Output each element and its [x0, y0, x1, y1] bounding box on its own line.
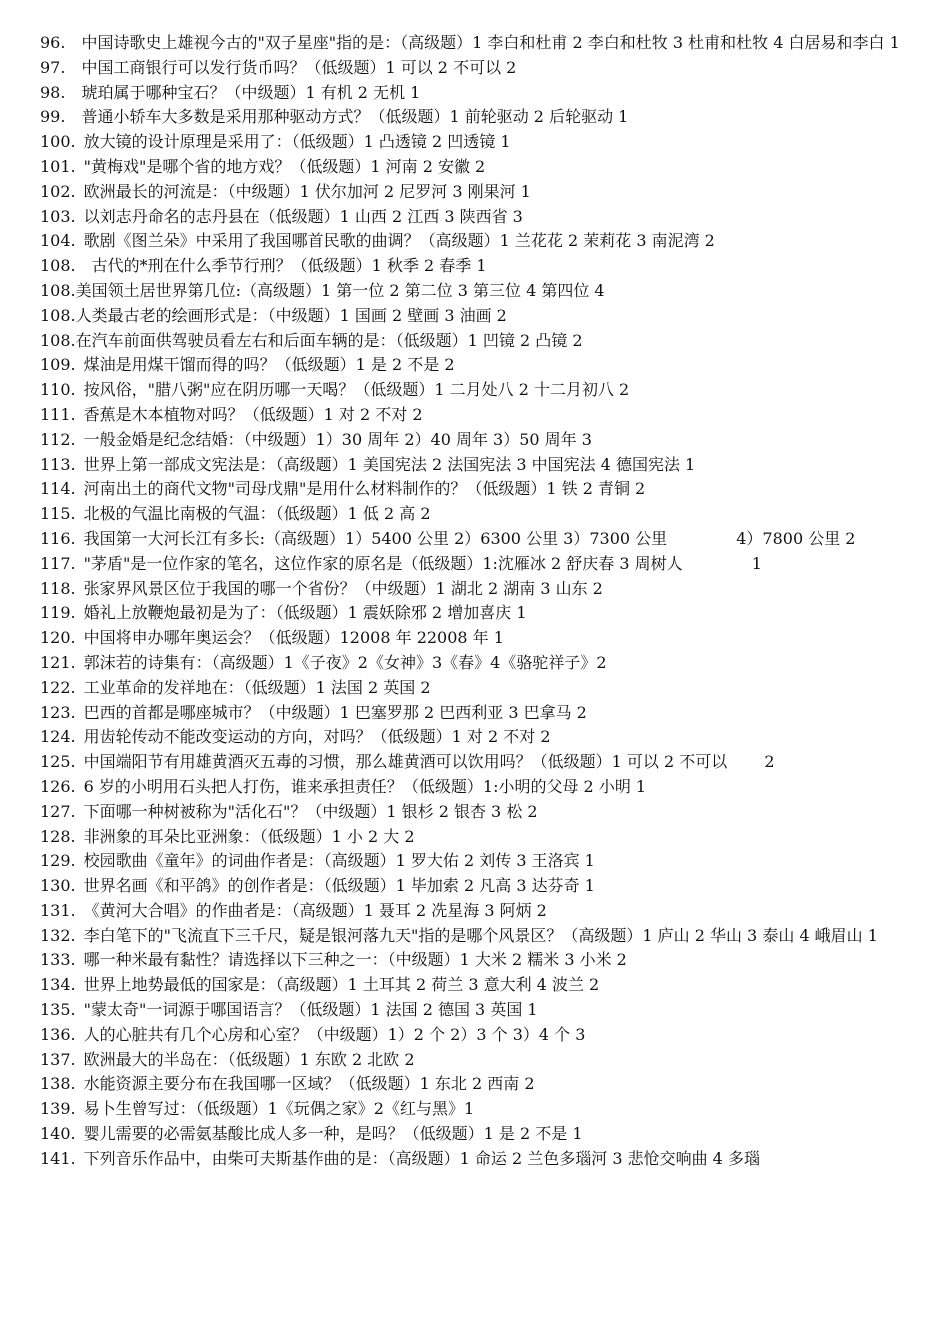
question-item: 118. 张家界风景区位于我国的哪一个省份？（中级题）1 湖北 2 湖南 3 山东 2	[40, 578, 603, 598]
question-item: 137. 欧洲最大的半岛在：（低级题）1 东欧 2 北欧 2	[40, 1049, 415, 1069]
question-item: 108. 古代的*刑在什么季节行刑？（低级题）1 秋季 2 春季 1	[40, 256, 487, 276]
question-item: 108.美国领土居世界第几位:（高级题）1 第一位 2 第二位 3 第三位 4 第四位 4	[40, 280, 605, 300]
question-item: 125. 中国端阳节有用雄黄酒灭五毒的习惯，那么雄黄酒可以饮用吗？（低级题）1 可以 2 不可以 2	[40, 752, 775, 772]
question-item: 109. 煤油是用煤干馏而得的吗？（低级题）1 是 2 不是 2	[40, 355, 455, 375]
question-item: 126. 6 岁的小明用石头把人打伤，谁来承担责任？（低级题）1:小明的父母 2 小明 1	[40, 776, 647, 796]
question-item: 98. 琥珀属于哪种宝石？（中级题）1 有机 2 无机 1	[40, 82, 421, 102]
question-item: 114. 河南出土的商代文物"司母戊鼎"是用什么材料制作的？（低级题）1 铁 2 青铜 2	[40, 479, 646, 499]
question-item: 115. 北极的气温比南极的气温：（低级题）1 低 2 高 2	[40, 504, 431, 524]
question-item: 133. 哪一种米最有黏性？请选择以下三种之一：（中级题）1 大米 2 糯米 3 小米 2	[40, 950, 627, 970]
question-item: 138. 水能资源主要分布在我国哪一区域？（低级题）1 东北 2 西南 2	[40, 1074, 535, 1094]
question-item: 104. 歌剧《图兰朵》中采用了我国哪首民歌的曲调？（高级题）1 兰花花 2 茉莉花 3 南泥湾 2	[40, 231, 715, 251]
question-item: 121. 郭沫若的诗集有：（高级题）1《子夜》2《女神》3《春》4《骆驼祥子》2	[40, 652, 607, 672]
question-item: 110. 按风俗，"腊八粥"应在阴历哪一天喝？（低级题）1 二月处八 2 十二月初八 2	[40, 380, 630, 400]
question-item: 111. 香蕉是木本植物对吗？（低级题）1 对 2 不对 2	[40, 404, 423, 424]
question-item: 130. 世界名画《和平鸽》的创作者是：（低级题）1 毕加索 2 凡高 3 达芬奇 1	[40, 876, 595, 896]
question-item: 108.在汽车前面供驾驶员看左右和后面车辆的是：（低级题）1 凹镜 2 凸镜 2	[40, 330, 583, 350]
question-item: 119. 婚礼上放鞭炮最初是为了：（低级题）1 震妖除邪 2 增加喜庆 1	[40, 603, 527, 623]
question-item: 136. 人的心脏共有几个心房和心室？（中级题）1）2 个 2）3 个 3）4 个 3	[40, 1024, 586, 1044]
question-item: 112. 一般金婚是纪念结婚：（中级题）1）30 周年 2）40 周年 3）50 周年 3	[40, 429, 592, 449]
question-item: 116. 我国第一大河长江有多长:（高级题）1）5400 公里 2）6300 公里 3）7300 公里 4）7800 公里 2	[40, 528, 856, 548]
question-item: 108.人类最古老的绘画形式是：（中级题）1 国画 2 壁画 3 油画 2	[40, 305, 507, 325]
question-item: 117. "茅盾"是一位作家的笔名，这位作家的原名是（低级题）1:沈雁冰 2 舒庆春 3 周树人 1	[40, 553, 762, 573]
question-item: 101. "黄梅戏"是哪个省的地方戏？（低级题）1 河南 2 安徽 2	[40, 156, 486, 176]
question-item: 99. 普通小轿车大多数是采用那种驱动方式？（低级题）1 前轮驱动 2 后轮驱动 1	[40, 107, 629, 127]
question-item: 113. 世界上第一部成文宪法是：（高级题）1 美国宪法 2 法国宪法 3 中国宪法 4 德国宪法 1	[40, 454, 696, 474]
question-item: 123. 巴西的首都是哪座城市？（中级题）1 巴塞罗那 2 巴西利亚 3 巴拿马 2	[40, 702, 587, 722]
question-item: 127. 下面哪一种树被称为"活化石"？（中级题）1 银杉 2 银杏 3 松 2	[40, 801, 538, 821]
question-item: 122. 工业革命的发祥地在：（低级题）1 法国 2 英国 2	[40, 677, 431, 697]
question-item: 124. 用齿轮传动不能改变运动的方向，对吗？（低级题）1 对 2 不对 2	[40, 727, 551, 747]
question-item: 96. 中国诗歌史上雄视今古的"双子星座"指的是：（高级题）1 李白和杜甫 2 李白和杜牧 3 杜甫和杜牧 4 白居易和李白 1	[40, 33, 900, 52]
question-item: 129. 校园歌曲《童年》的词曲作者是：（高级题）1 罗大佑 2 刘传 3 王洛宾 1	[40, 851, 595, 871]
question-item: 135. "蒙太奇"一词源于哪国语言？（低级题）1 法国 2 德国 3 英国 1	[40, 1000, 538, 1020]
question-item: 102. 欧洲最长的河流是：（中级题）1 伏尔加河 2 尼罗河 3 刚果河 1	[40, 181, 531, 201]
question-item: 103. 以刘志丹命名的志丹县在（低级题）1 山西 2 江西 3 陕西省 3	[40, 206, 523, 226]
question-item: 97. 中国工商银行可以发行货币吗？（低级题）1 可以 2 不可以 2	[40, 57, 517, 77]
question-item: 139. 易卜生曾写过：（低级题）1《玩偶之家》2《红与黑》1	[40, 1099, 475, 1119]
question-item: 140. 婴儿需要的必需氨基酸比成人多一种，是吗？（低级题）1 是 2 不是 1	[40, 1124, 583, 1144]
question-item: 141. 下列音乐作品中，由柴可夫斯基作曲的是：（高级题）1 命运 2 兰色多瑙河 3 悲怆交响曲 4 多瑙	[40, 1148, 760, 1168]
question-item: 134. 世界上地势最低的国家是：（高级题）1 土耳其 2 荷兰 3 意大利 4 波兰 2	[40, 975, 600, 995]
question-item: 100. 放大镜的设计原理是采用了：（低级题）1 凸透镜 2 凹透镜 1	[40, 132, 511, 152]
question-item: 128. 非洲象的耳朵比亚洲象：（低级题）1 小 2 大 2	[40, 826, 415, 846]
question-item: 131. 《黄河大合唱》的作曲者是：（高级题）1 聂耳 2 冼星海 3 阿炳 2	[40, 900, 547, 920]
question-item: 132. 李白笔下的"飞流直下三千尺，疑是银河落九天"指的是哪个风景区？（高级题）1 庐山 2 华山 3 泰山 4 峨眉山 1	[40, 925, 878, 945]
question-item: 120. 中国将申办哪年奥运会？（低级题）12008 年 22008 年 1	[40, 628, 504, 648]
